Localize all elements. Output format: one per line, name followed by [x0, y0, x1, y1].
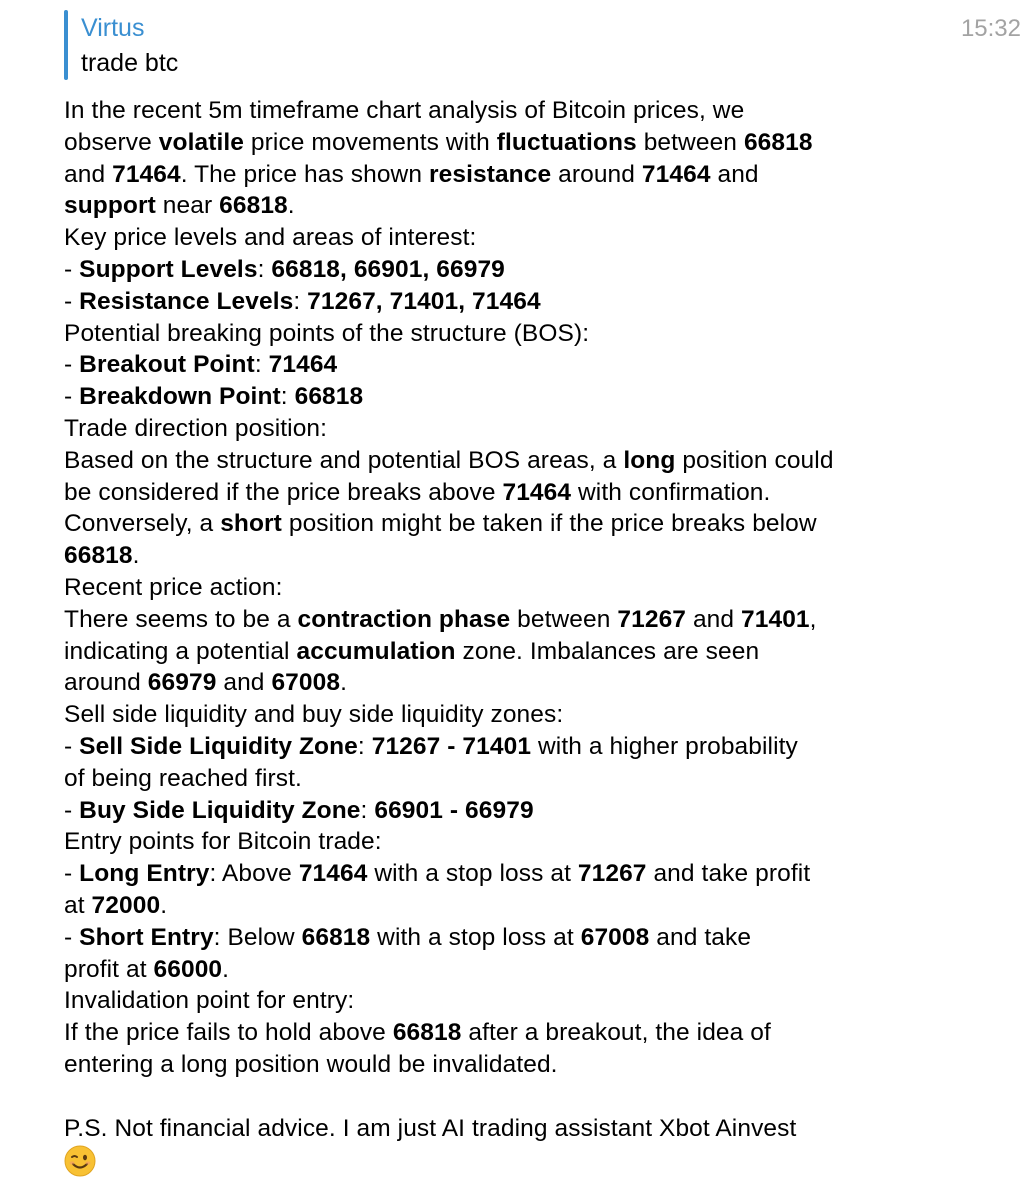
message-line [64, 349, 924, 381]
message-line [64, 985, 924, 1017]
text: profit at [64, 955, 154, 983]
text: observe [64, 128, 159, 156]
message-line [64, 604, 924, 636]
bold-text: Long Entry [79, 860, 210, 888]
text: Potential breaking points of the structure (BOS): [64, 319, 590, 347]
bold-text: accumulation [296, 637, 456, 665]
bold-text: 66818 [301, 923, 371, 951]
message-line [64, 1144, 924, 1177]
message-timestamp: 15:32 [960, 15, 1021, 42]
bold-text: long [623, 446, 676, 474]
bold-text: 71267 - 71401 [371, 732, 532, 760]
bold-text: 71464 [502, 478, 572, 506]
message-line [64, 254, 924, 286]
text: between [636, 128, 744, 156]
text: indicating a potential [64, 637, 297, 665]
text: , [809, 605, 817, 633]
bold-text: Resistance Levels [79, 287, 294, 315]
text: Entry points for Bitcoin trade: [64, 828, 382, 856]
bold-text: 72000 [91, 891, 161, 919]
message-line [64, 413, 924, 445]
message-line [64, 636, 924, 668]
message-line [64, 159, 924, 191]
text: - [64, 351, 80, 379]
text: : [254, 351, 269, 379]
message-line [64, 381, 924, 413]
message-line [64, 858, 924, 890]
message-line [64, 318, 924, 350]
text: Conversely, a [64, 510, 221, 538]
bold-text: Short Entry [79, 923, 214, 951]
text: . [340, 669, 347, 697]
text: near [155, 192, 220, 220]
message-line [64, 1113, 924, 1145]
text: around [551, 160, 642, 188]
text: - [64, 732, 80, 760]
message-line [64, 572, 924, 604]
bold-text: 66818, 66901, 66979 [271, 255, 505, 283]
bold-text: 66818 [294, 383, 364, 411]
reply-author: Virtus [81, 14, 145, 42]
message-line [64, 922, 924, 954]
text: . [160, 891, 168, 919]
text: There seems to be a [64, 605, 298, 633]
message-line [64, 190, 924, 222]
text: Key price levels and areas of interest: [64, 224, 477, 252]
text: Trade direction position: [64, 414, 328, 442]
bold-text: fluctuations [496, 128, 637, 156]
text: between [510, 605, 618, 633]
text: around [64, 669, 148, 697]
text: with a stop loss at [370, 923, 581, 951]
text: : Above [209, 860, 299, 888]
text: : [293, 287, 308, 315]
bold-text: 66000 [153, 955, 223, 983]
bold-text: 71464 [268, 351, 338, 379]
text: position could [675, 446, 834, 474]
message-body [64, 95, 924, 1177]
message-line [64, 890, 924, 922]
text: and [64, 160, 113, 188]
text: . [222, 955, 230, 983]
text: Recent price action: [64, 573, 283, 601]
text: Invalidation point for entry: [64, 987, 355, 1015]
message-line [64, 127, 924, 159]
message-line [64, 954, 924, 986]
bold-text: 71464 [112, 160, 181, 188]
bold-text: 66818 [219, 192, 288, 220]
message-line [64, 795, 924, 827]
message-line [64, 540, 924, 572]
text: : Below [213, 923, 302, 951]
bold-text: short [220, 510, 282, 538]
message-line [64, 667, 924, 699]
text: with confirmation. [571, 478, 771, 506]
bold-text: 71464 [298, 860, 368, 888]
bold-text: 71401 [741, 605, 810, 633]
message-line [64, 95, 924, 127]
text: price movements with [244, 128, 497, 156]
bold-text: resistance [428, 160, 552, 188]
message-line [64, 731, 924, 763]
text: - [64, 923, 80, 951]
text: - [64, 287, 80, 315]
winking-face-icon [64, 1145, 96, 1177]
text: zone. Imbalances are seen [455, 637, 760, 665]
bold-text: 66901 - 66979 [374, 796, 534, 824]
text: In the recent 5m timeframe chart analysis of Bitcoin prices, we [64, 97, 745, 124]
message-line [64, 826, 924, 858]
bold-text: 71267, 71401, 71464 [307, 287, 541, 315]
text: - [64, 860, 80, 888]
reply-accent-bar [64, 10, 68, 80]
text: with a higher probability [531, 732, 798, 760]
text: Sell side liquidity and buy side liquidity zones: [64, 701, 564, 729]
bold-text: volatile [158, 128, 245, 156]
message-line [64, 1049, 924, 1081]
bold-text: 66818 [392, 1019, 462, 1047]
message-line [64, 763, 924, 795]
text: : [360, 796, 375, 824]
reply-text: trade btc [81, 49, 179, 77]
bold-text: 67008 [271, 669, 341, 697]
text: If the price fails to hold above [64, 1019, 393, 1047]
text: - [64, 383, 80, 411]
bold-text: Breakout Point [79, 351, 255, 379]
text: after a breakout, the idea of [461, 1019, 771, 1047]
text: : [257, 255, 272, 283]
message-line [64, 445, 924, 477]
message-line [64, 286, 924, 318]
text: Based on the structure and potential BOS areas, a [64, 446, 624, 474]
bold-text: 66979 [147, 669, 217, 697]
bold-text: support [64, 192, 156, 220]
bold-text: 71267 [617, 605, 687, 633]
bold-text: Breakdown Point [79, 383, 281, 411]
text: - [64, 255, 80, 283]
text: entering a long position would be invalidated. [64, 1050, 558, 1078]
bold-text: 66818 [743, 128, 813, 156]
text: and [710, 160, 759, 188]
text: and [686, 605, 742, 633]
text: : [357, 732, 372, 760]
text: and take profit [646, 860, 811, 888]
message-line [64, 508, 924, 540]
text: of being reached first. [64, 764, 302, 792]
text: . [132, 542, 140, 570]
message-line [64, 477, 924, 509]
message-blank-line [64, 1081, 924, 1113]
reply-quote[interactable] [64, 8, 764, 80]
text: : [280, 383, 295, 411]
text: - [64, 796, 80, 824]
bold-text: Sell Side Liquidity Zone [79, 732, 358, 760]
bold-text: 71464 [641, 160, 711, 188]
bold-text: contraction phase [297, 605, 511, 633]
message-line [64, 222, 924, 254]
text: . The price has shown [180, 160, 429, 188]
bold-text: Buy Side Liquidity Zone [79, 796, 361, 824]
bold-text: 66818 [64, 542, 133, 570]
text: be considered if the price breaks above [64, 478, 503, 506]
text: with a stop loss at [367, 860, 578, 888]
bold-text: 67008 [580, 923, 650, 951]
message-line [64, 1017, 924, 1049]
text: at [64, 891, 92, 919]
text: P.S. Not financial advice. I am just AI trading assistant Xbot Ainvest [64, 1114, 797, 1142]
text: . [287, 192, 295, 220]
bold-text: Support Levels [79, 255, 258, 283]
message-line [64, 699, 924, 731]
text: position might be taken if the price breaks below [281, 510, 817, 538]
text: and take [649, 923, 752, 951]
text: and [216, 669, 272, 697]
bold-text: 71267 [577, 860, 647, 888]
